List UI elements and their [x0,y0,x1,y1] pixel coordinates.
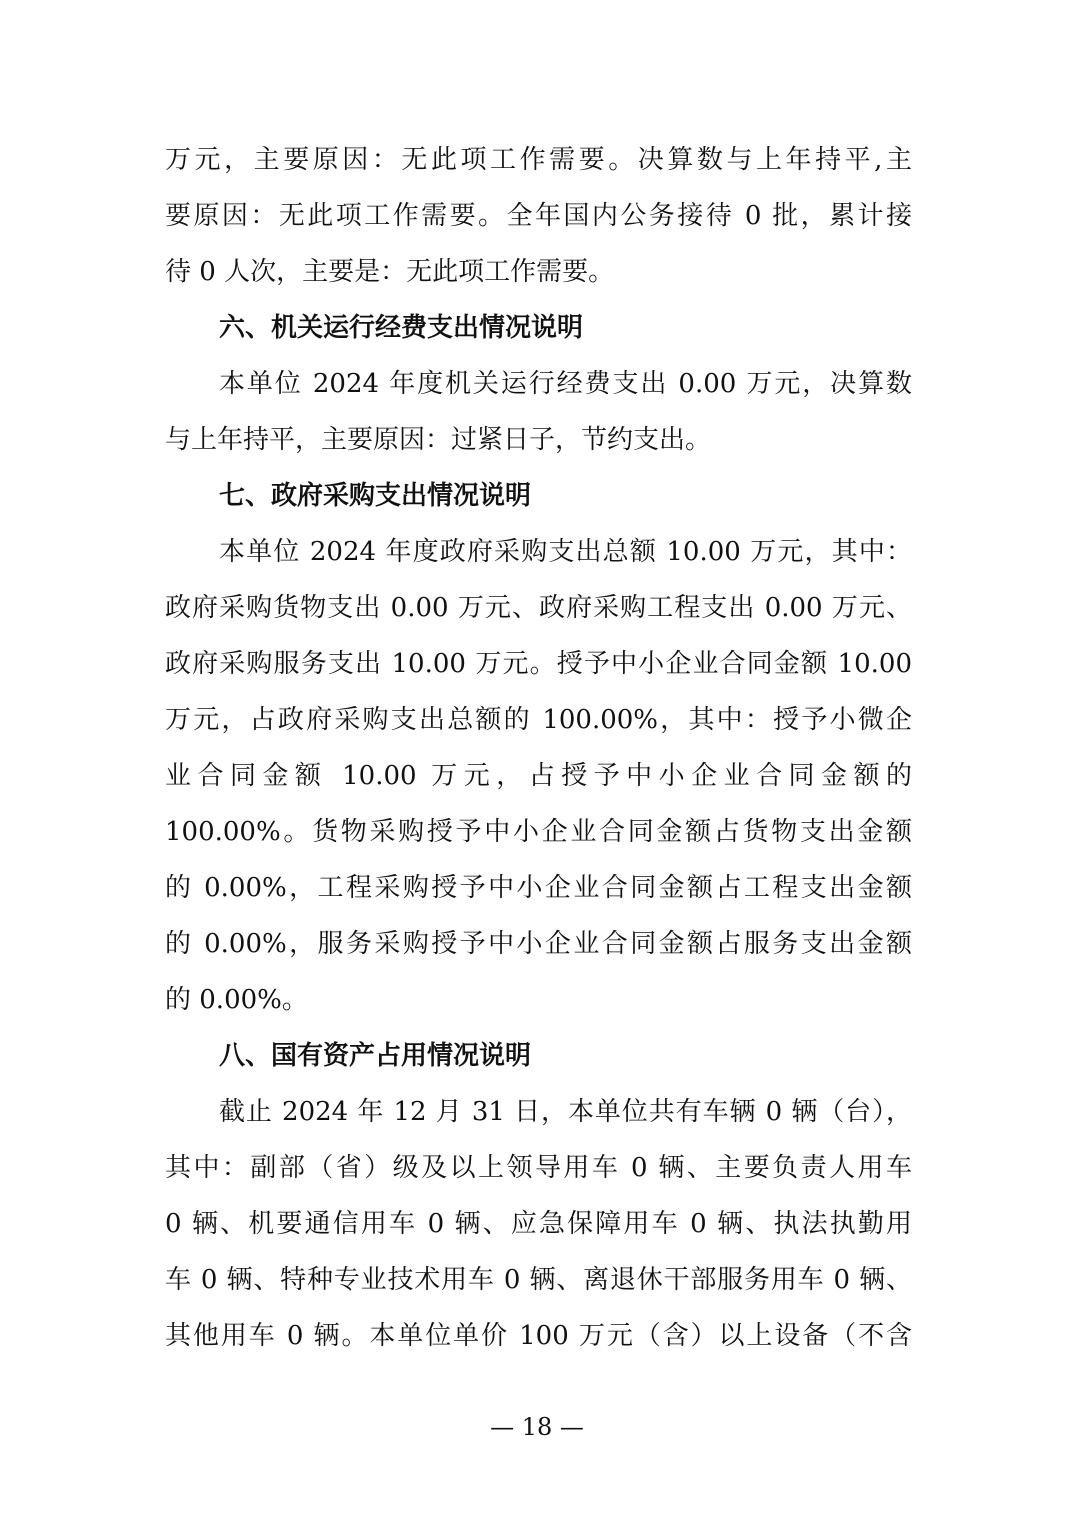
document-body [165,132,912,1364]
paragraph-line: 截止 2024 年 12 月 31 日，本单位共有车辆 0 辆（台）， [219,1097,912,1127]
paragraph-line: 0 辆、机要通信用车 0 辆、应急保障用车 0 辆、执法执勤用 [165,1209,912,1239]
paragraph-line: 的 0.00%。 [165,985,308,1015]
section-heading: 七、政府采购支出情况说明 [219,481,532,511]
paragraph-line: 车 0 辆、特种专业技术用车 0 辆、离退休干部服务用车 0 辆、 [165,1265,912,1295]
paragraph-line: 万元，占政府采购支出总额的 100.00%，其中：授予小微企 [165,705,912,735]
paragraph-line: 其他用车 0 辆。本单位单价 100 万元（含）以上设备（不含 [165,1321,912,1351]
paragraph-line: 万元，主要原因：无此项工作需要。决算数与上年持平,主 [165,145,912,175]
paragraph-line: 本单位 2024 年度机关运行经费支出 0.00 万元，决算数 [219,369,912,399]
paragraph-line: 其中：副部（省）级及以上领导用车 0 辆、主要负责人用车 [165,1153,912,1183]
section-heading: 八、国有资产占用情况说明 [219,1041,532,1071]
paragraph-line: 的 0.00%，工程采购授予中小企业合同金额占工程支出金额 [165,873,912,903]
paragraph-line: 政府采购服务支出 10.00 万元。授予中小企业合同金额 10.00 [165,649,912,679]
paragraph-line: 业合同金额 10.00 万元，占授予中小企业合同金额的 [165,761,912,791]
paragraph-line: 待 0 人次，主要是：无此项工作需要。 [165,257,615,287]
paragraph-line: 政府采购货物支出 0.00 万元、政府采购工程支出 0.00 万元、 [165,593,912,623]
paragraph-line: 与上年持平，主要原因：过紧日子，节约支出。 [165,425,712,455]
paragraph-line: 的 0.00%，服务采购授予中小企业合同金额占服务支出金额 [165,929,912,959]
paragraph-line: 100.00%。货物采购授予中小企业合同金额占货物支出金额 [165,817,912,847]
section-heading: 六、机关运行经费支出情况说明 [219,313,584,343]
page-number: — 18 — [490,1413,584,1441]
paragraph-line: 本单位 2024 年度政府采购支出总额 10.00 万元，其中： [219,537,912,567]
paragraph-line: 要原因：无此项工作需要。全年国内公务接待 0 批，累计接 [165,201,912,231]
